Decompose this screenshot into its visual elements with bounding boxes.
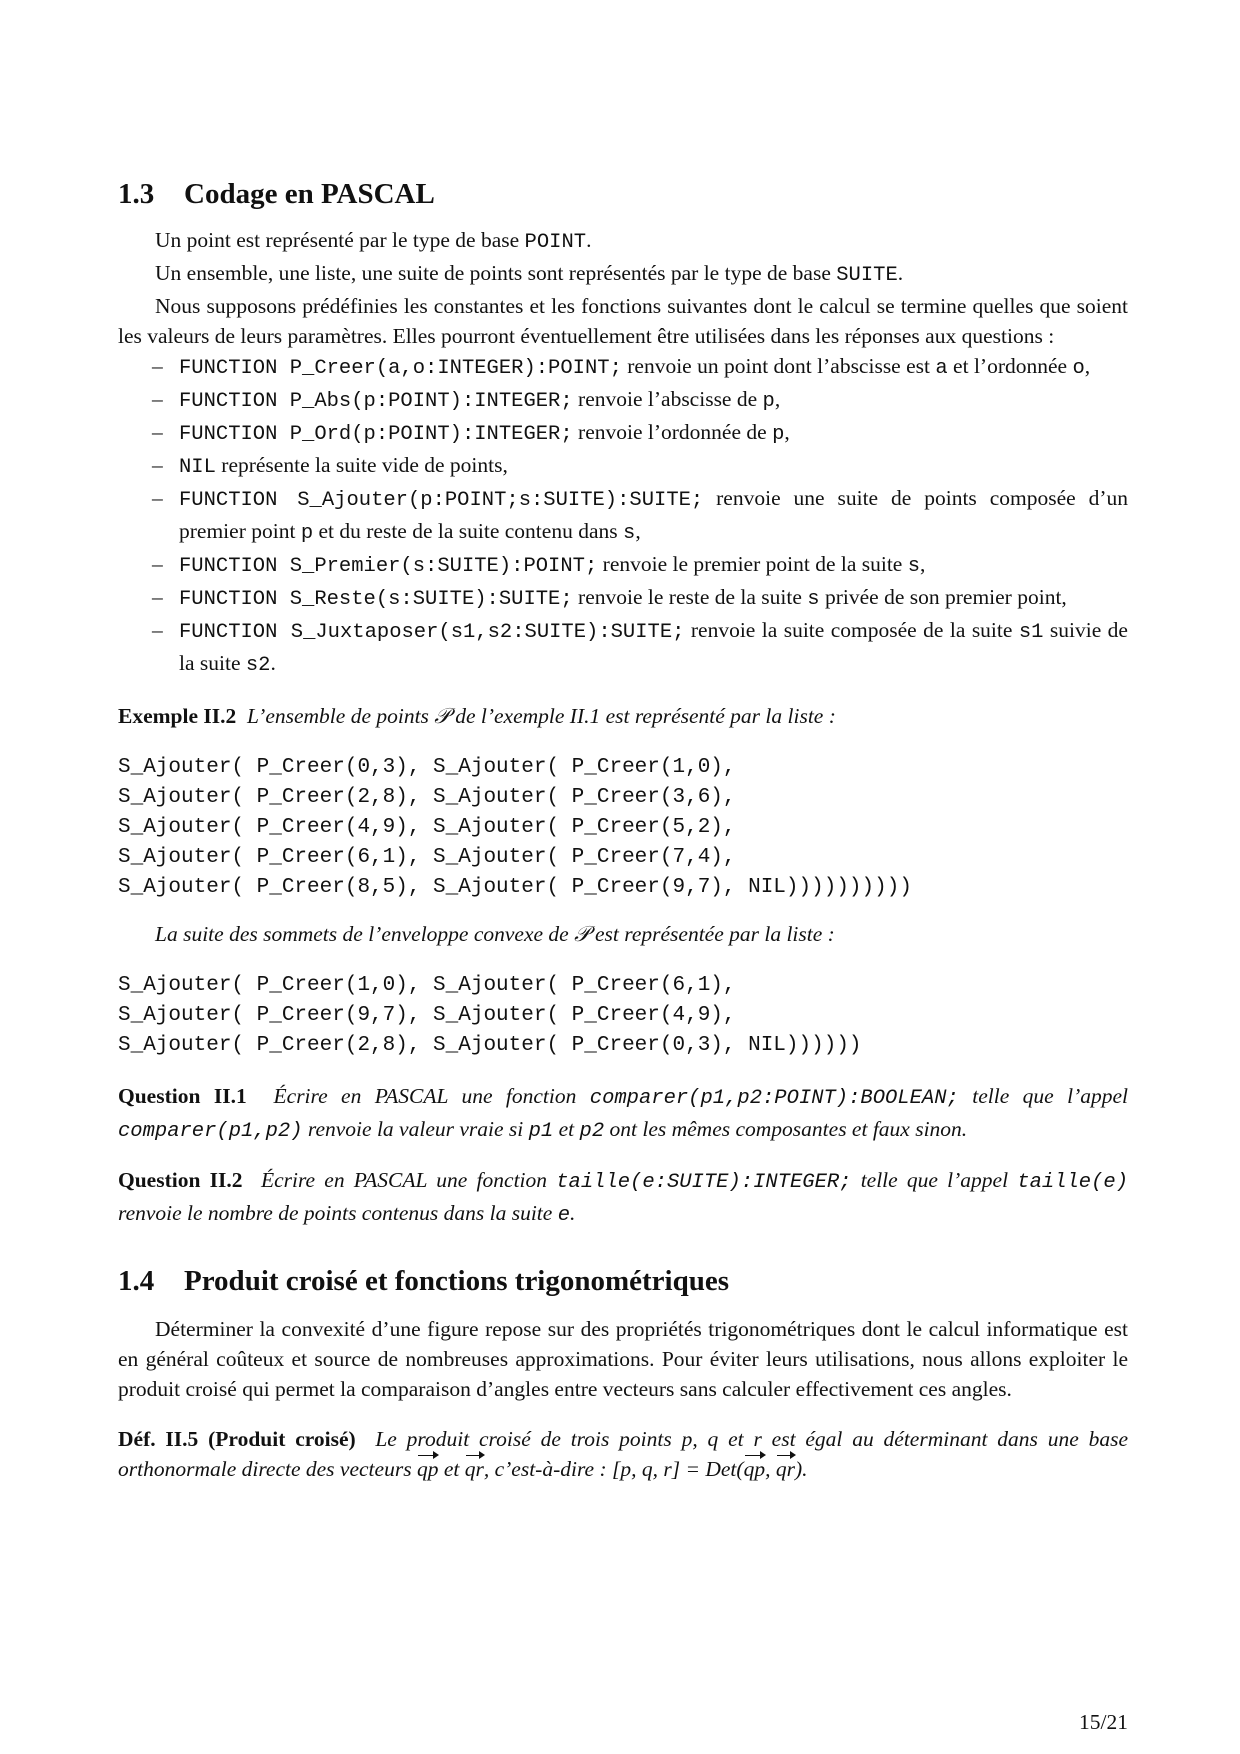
definition-ii-5 (118, 1424, 1128, 1484)
list-item (118, 582, 1128, 615)
formula: ) (794, 1457, 803, 1481)
paragraph-predefined: Nous supposons prédéfinies les constantes et les fonctions suivantes dont le calcul se termine quelles que soient les valeurs de leurs paramètres. Elles pourront éventuellement être utilisées dans les réponses aux questions : (118, 294, 1128, 348)
list-item (118, 483, 1128, 549)
code-signature: FUNCTION S_Juxtaposer(s1,s2:SUITE):SUITE; (179, 621, 685, 644)
question-label: Question II.1 (118, 1084, 247, 1108)
formula: , (765, 1457, 776, 1481)
code: p2 (579, 1120, 605, 1143)
text: telle que l’appel (851, 1168, 1018, 1192)
text: , c’est-à-dire : (483, 1457, 612, 1481)
code-var: a (935, 357, 948, 380)
code-block-points: S_Ajouter( P_Creer(0,3), S_Ajouter( P_Creer(1,0), S_Ajouter( P_Creer(2,8), S_Ajouter( P_Creer(3,6), S_Ajouter( P_Creer(4,9), S_Ajouter( P_Creer(5,2), S_Ajouter( P_Creer(6,1), S_Ajouter( P_Creer(7,4), S_Ajouter( P_Creer(8,5), S_Ajouter( P_Creer(9,7), NIL)))))))))) (118, 756, 912, 899)
function-list (118, 351, 1128, 681)
text: renvoie l’ordonnée de (572, 420, 773, 444)
text: Écrire en PASCAL une fonction (260, 1168, 557, 1192)
vector-qp: qp (744, 1454, 766, 1484)
text: renvoie la suite composée de la suite (684, 618, 1019, 642)
text: Écrire en PASCAL une fonction (273, 1084, 590, 1108)
section-number: 1.3 (118, 178, 155, 210)
code-signature: FUNCTION S_Premier(s:SUITE):POINT; (179, 555, 598, 578)
text: est représentée par la liste : (589, 922, 835, 946)
list-item (118, 384, 1128, 417)
list-item (118, 549, 1128, 582)
text: renvoie la valeur vraie si (302, 1117, 529, 1141)
question-ii-1 (118, 1081, 1128, 1147)
definition-label: Déf. II.5 (Produit croisé) (118, 1427, 356, 1451)
text: . (802, 1457, 808, 1481)
text: privée de son premier point, (819, 585, 1067, 609)
text: est égal au déterminant dans une base orthonormale directe des vecteurs (118, 1427, 1128, 1481)
code-signature: FUNCTION P_Creer(a,o:INTEGER):POINT; (179, 357, 622, 380)
code-var: s (623, 522, 636, 545)
code-point: POINT (524, 231, 587, 254)
text: et (438, 1457, 465, 1481)
code-var: s1 (1018, 621, 1044, 644)
math-var: q (707, 1427, 719, 1451)
list-item (118, 450, 1128, 483)
example-heading (118, 701, 1128, 731)
code-signature: FUNCTION S_Ajouter(p:POINT;s:SUITE):SUITE; (179, 489, 704, 512)
text: renvoie un point dont l’abscisse est (621, 354, 936, 378)
text: renvoie le nombre de points contenus dans la suite (118, 1201, 558, 1225)
code-signature: FUNCTION P_Ord(p:POINT):INTEGER; (179, 423, 573, 446)
text: renvoie le reste de la suite (572, 585, 808, 609)
set-symbol: 𝒫 (434, 704, 450, 728)
text: et l’ordonnée (947, 354, 1073, 378)
text: et (718, 1427, 754, 1451)
set-symbol: 𝒫 (574, 922, 590, 946)
list-item (118, 351, 1128, 384)
paragraph-point-type (118, 225, 1128, 258)
code-var: s (807, 588, 820, 611)
text: , (1084, 354, 1091, 378)
section-number: 1.4 (118, 1265, 155, 1297)
code-signature: FUNCTION S_Reste(s:SUITE):SUITE; (179, 588, 573, 611)
code: comparer(p1,p2) (118, 1120, 303, 1143)
code-var: p (300, 522, 314, 545)
vector-qr: qr (465, 1454, 484, 1484)
text: ont les mêmes composantes et faux sinon. (604, 1117, 968, 1141)
paragraph-convexity: Déterminer la convexité d’une figure repose sur des propriétés trigonométriques dont le calcul informatique est en général coûteux et source de nombreuses approximations. Pour éviter leurs utilisations, nous allons exploiter le produit croisé qui permet la comparaison d’angles entre vecteurs sans calculer effectivement ces angles. (118, 1317, 1128, 1401)
math-var: p (681, 1427, 693, 1451)
code-var: p (772, 423, 785, 446)
list-item (118, 615, 1128, 681)
text: . (586, 228, 592, 252)
code-block-hull: S_Ajouter( P_Creer(1,0), S_Ajouter( P_Creer(6,1), S_Ajouter( P_Creer(9,7), S_Ajouter( P_Creer(4,9), S_Ajouter( P_Creer(2,8), S_Ajouter( P_Creer(0,3), NIL)))))) (118, 974, 862, 1057)
text: renvoie une suite de points composée d’un premier point (179, 486, 1128, 543)
code-signature: NIL (179, 456, 216, 479)
section-heading-1-4 (118, 1265, 1128, 1298)
code-var: s (907, 555, 921, 578)
text: renvoie le premier point de la suite (597, 552, 908, 576)
code-signature: FUNCTION P_Abs(p:POINT):INTEGER; (179, 390, 573, 413)
text: . (270, 651, 276, 675)
code: taille(e:SUITE):INTEGER; (556, 1171, 852, 1194)
section-heading-1-3 (118, 178, 1128, 211)
text: et (553, 1117, 580, 1141)
text: , (692, 1427, 708, 1451)
text: Un point est représenté par le type de base (155, 228, 525, 252)
text: , (784, 420, 790, 444)
text: Le produit croisé de trois points (375, 1427, 682, 1451)
text: , (774, 387, 781, 411)
example-label: Exemple II.2 (118, 704, 237, 728)
page-content (118, 178, 1128, 1484)
text: de l’exemple II.1 est représenté par la liste : (449, 704, 836, 728)
formula: [p, q, r] = Det( (612, 1457, 744, 1481)
text: Un ensemble, une liste, une suite de points sont représentés par le type de base (155, 261, 837, 285)
text: , (635, 519, 641, 543)
code-var: s2 (245, 654, 271, 677)
text: telle que l’appel (958, 1084, 1128, 1108)
text: suivie de la suite (179, 618, 1128, 675)
question-ii-2 (118, 1165, 1128, 1231)
text: , (920, 552, 926, 576)
code: comparer(p1,p2:POINT):BOOLEAN; (589, 1087, 959, 1110)
text: . (570, 1201, 576, 1225)
code: p1 (528, 1120, 554, 1143)
page-number: 15/21 (1079, 1710, 1128, 1734)
code-var: p (762, 390, 775, 413)
text: et du reste de la suite contenu dans (313, 519, 623, 543)
text: L’ensemble de points (247, 704, 435, 728)
paragraph-suite-type (118, 258, 1128, 291)
text: . (897, 261, 904, 285)
list-item (118, 417, 1128, 450)
question-label: Question II.2 (118, 1168, 243, 1192)
section-title: Codage en PASCAL (184, 178, 435, 210)
text: renvoie l’abscisse de (572, 387, 763, 411)
example-hull-text (118, 919, 1128, 949)
text: représente la suite vide de points, (215, 453, 508, 477)
text: La suite des sommets de l’enveloppe convexe de (155, 922, 575, 946)
section-title: Produit croisé et fonctions trigonométriques (184, 1265, 730, 1297)
math-var: r (753, 1427, 762, 1451)
vector-qr: qr (776, 1454, 795, 1484)
vector-qp: qp (417, 1454, 439, 1484)
code-var: o (1072, 357, 1085, 380)
code-suite: SUITE (836, 264, 898, 287)
code: taille(e) (1017, 1171, 1129, 1194)
code: e (557, 1204, 570, 1227)
